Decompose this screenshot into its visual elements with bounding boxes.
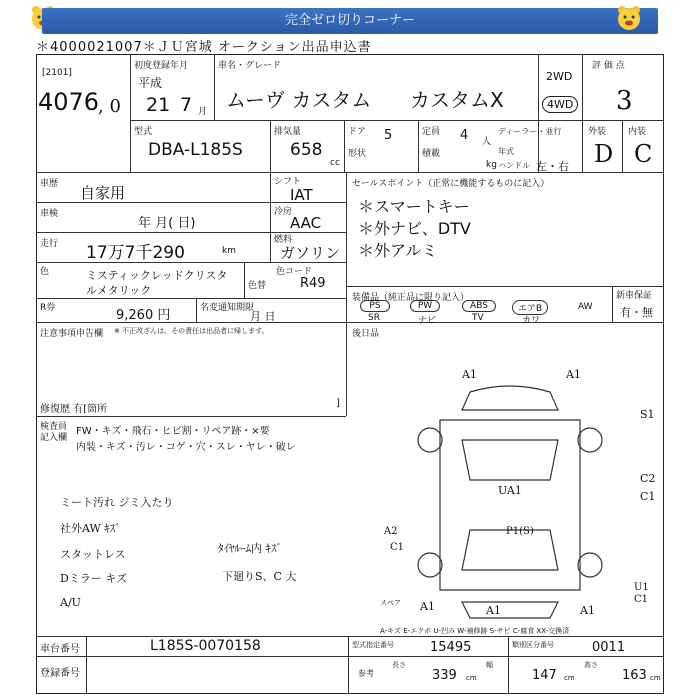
handle-label: ハンドル [498,161,530,170]
shift-label: シフト [274,177,302,187]
model-spec-label: 型式指定番号 [352,641,394,649]
year-label: 年式 [498,147,514,156]
attention-label: 注意事項申告欄 [40,329,104,339]
equip-abs: ABS [462,300,496,312]
repair-end: ] [336,398,340,409]
new-warranty: 有・無 [620,306,653,319]
equip-navi: ナビ [418,316,437,326]
first-reg-label: 初度登録年月 [134,61,189,71]
damage-mark: C1 [640,490,656,503]
inspection: 年 月( 日) [138,216,196,231]
lot-suffix: , 0 [98,96,121,117]
interior-label: 内装 [628,127,647,137]
shift: IAT [290,186,313,204]
damage-mark: A1 [580,604,595,617]
displacement-unit: cc [330,158,340,168]
recycle-label: R券 [40,303,56,313]
repair-label: 修復歴 有[箇所 [40,404,108,415]
tax-label: 名変通知期限 [200,303,255,313]
model-spec: 15495 [430,640,472,655]
note-line: Dミラー キズ [60,572,128,585]
sales-label: セールスポイント（正常に機能するものに記入） [352,179,550,189]
banner-title: 完全ゼロ切りコーナー [42,8,658,34]
attention-note: ※ 不正改ざんは、その責任は出品者に帰します。 [114,327,269,335]
month-unit: 月 [198,107,208,117]
after-label: 後日品 [352,329,380,339]
capacity: 4 [460,128,469,143]
damage-mark: U1 [634,582,649,593]
capacity-unit: 人 [482,137,492,147]
recycle: 9,260 円 [116,308,171,323]
equip-airbag: エアB [512,300,548,315]
height: 163 [622,668,647,683]
damage-legend: A-キズ E-エクボ U-凹み W-補修跡 S-サビ C-腐食 XX-交換済 [380,627,570,635]
chassis-number: L185S-0070158 [150,638,261,654]
grade: カスタムX [410,88,504,112]
note-line: A/U [60,596,81,609]
fuel-label: 燃料 [274,235,293,245]
form-header: ＊4000021007＊ＪＵ宮城 オークション出品申込書 [36,40,372,55]
equip-tv: TV [472,313,484,323]
new-warranty-label: 新車保証 [616,291,653,301]
sales-point: ＊外アルミ [358,241,438,260]
registration-label: 登録番号 [40,668,80,679]
load-unit: kg [486,160,497,170]
spare-label: スペア [380,599,401,607]
check-label: 検査員記入欄 [40,422,68,443]
car-label: 車名・グレード [218,61,282,71]
note-line-right: 下廻りS、C 大 [222,570,297,583]
model-label: 型式 [134,127,153,137]
exterior-grade: D [594,140,614,168]
class-number: 0011 [592,640,626,655]
handle-value: 左・右 [536,160,569,173]
chassis-label: 車台番号 [40,644,80,655]
damage-mark: A1 [566,368,581,381]
width-label: 幅 [486,661,493,669]
damage-mark: UA1 [498,484,522,497]
fuel: ガソリン [280,244,341,262]
load-label: 積載 [422,149,441,159]
mileage: 17万7千290 [86,243,185,263]
length: 339 [432,668,457,683]
shape-label: 形状 [348,149,367,159]
dimension-label: 参考 [358,669,374,678]
lot-number: 4076 [38,88,100,116]
height-unit: cm [650,674,661,682]
car-name: ムーヴ カスタム [226,88,372,112]
drive-2wd: 2WD [546,70,573,83]
check-row-1: FW・キズ・飛石・ヒビ割・リペア跡・×要 [76,426,270,437]
exterior-label: 外装 [588,127,607,137]
code-label: [2101] [42,68,72,78]
check-row-2: 内装・キズ・汚レ・コゲ・穴・スレ・ヤレ・破レ [76,442,296,453]
drive-4wd: 4WD [542,96,578,113]
mileage-unit: km [222,246,236,256]
damage-mark: P1(S) [506,526,534,537]
score-label: 評 価 点 [592,61,625,71]
car-diagram [400,380,620,620]
color-value: ミスティックレッドクリスタルメタリック [86,269,228,297]
doors-label: ドア [348,127,366,137]
width-unit: cm [564,674,575,682]
note-line: 社外AW ｷｽﾞ [60,522,121,535]
era: 平成 [138,76,163,90]
equip-pw: PW [410,300,440,312]
interior-grade: C [634,140,653,168]
damage-mark: C2 [640,472,656,485]
history: 自家用 [80,184,126,202]
color-code-label: 色コード [276,267,313,277]
damage-mark: A1 [486,604,501,617]
sales-point: ＊外ナビ、DTV [358,219,471,238]
dealer-label: ディーラー・並行 [498,127,562,136]
mileage-label: 走行 [40,239,59,249]
cooling-label: 冷房 [274,207,293,217]
length-unit: cm [466,674,477,682]
sales-point: ＊スマートキー [358,197,470,216]
displacement-label: 排気量 [274,127,302,137]
color-label: 色 [40,267,50,277]
bear-mascot-right-icon [614,4,644,32]
equipment-label: 装備品（純正品に限り記入） [352,293,470,303]
width: 147 [532,668,557,683]
color-code: R49 [300,276,326,291]
equip-aw: AW [578,302,593,312]
history-label: 車歴 [40,179,59,189]
damage-mark: C1 [634,594,649,605]
inspection-label: 車検 [40,209,59,219]
equip-leather: カワ [522,316,541,326]
displacement: 658 [290,140,323,160]
equip-ps: PS [360,300,390,312]
equip-sr: SR [368,313,380,323]
score-value: 3 [616,86,633,116]
damage-mark: A2 [384,526,398,537]
first-reg-month: 7 [180,94,193,116]
doors: 5 [384,128,393,143]
model: DBA-L185S [148,140,243,160]
damage-mark: C1 [390,542,405,553]
damage-mark: A1 [462,368,477,381]
capacity-label: 定員 [422,127,441,137]
tax-value: 月 日 [250,310,276,323]
height-label: 高さ [584,661,598,669]
color-change-label: 色替 [248,281,267,291]
damage-mark: S1 [640,408,655,421]
note-line-right: ﾀｲﾔﾙｰﾑ内 ｷｽﾞ [218,542,282,555]
damage-mark: A1 [420,600,435,613]
class-label: 類別区分番号 [512,641,554,649]
note-line: スタットレス [60,548,126,561]
length-label: 長さ [392,661,406,669]
cooling: AAC [290,214,322,232]
first-reg-year: 21 [146,94,171,116]
note-line: ミート汚れ ジミ入たり [60,496,174,509]
